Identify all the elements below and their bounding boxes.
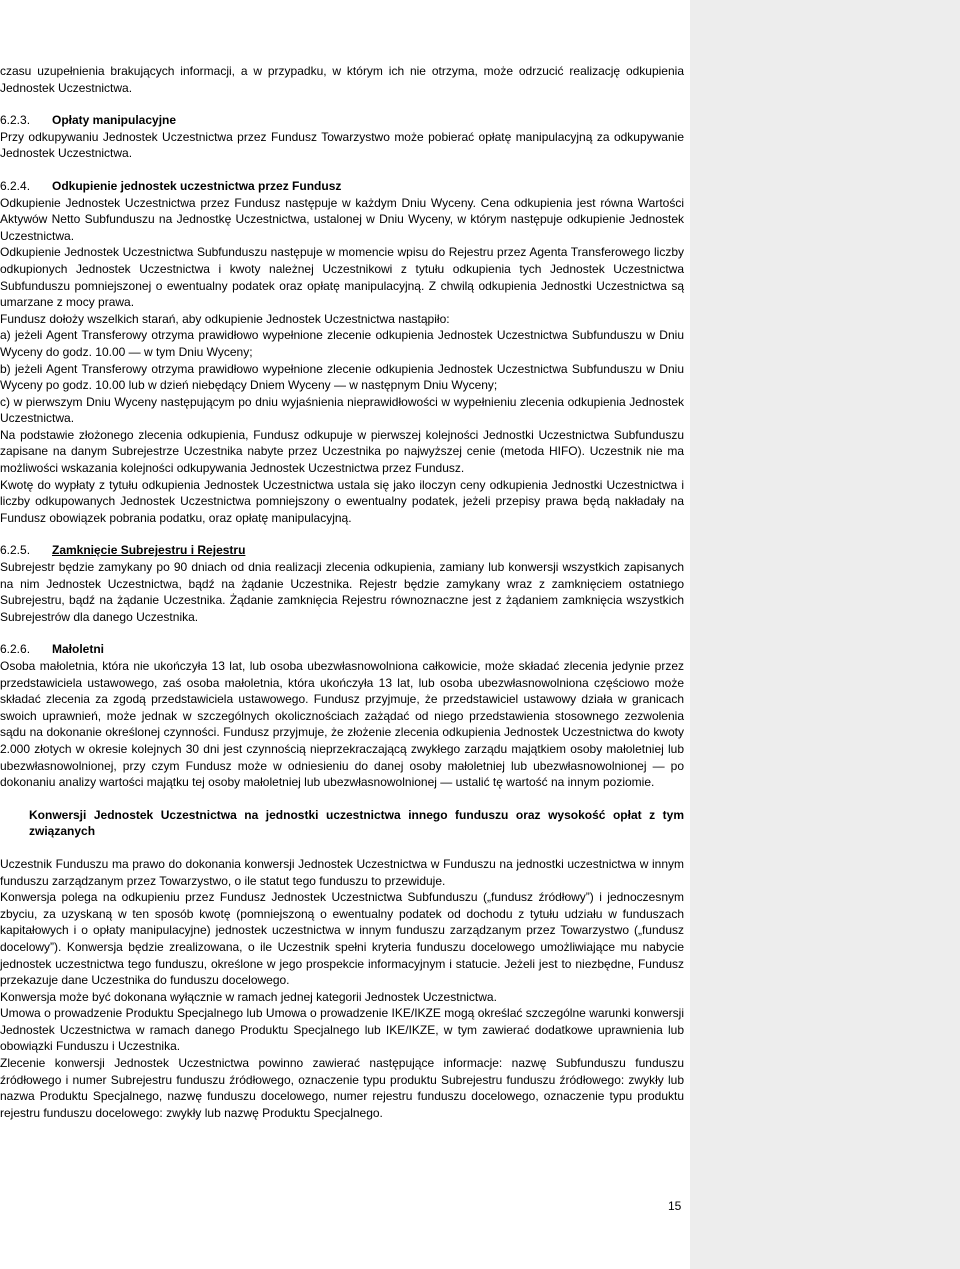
paragraph: Umowa o prowadzenie Produktu Specjalnego lub Umowa o prowadzenie IKE/IKZE mogą określać szczególne warunki konwersji Jednostek Uczestnictwa w ramach danego Produktu Specjalnego lub IKE/IKZE, w tym zawierać dodatkowe uprawnienia lub obowiązki Funduszu i Uczestnika.	[0, 1006, 684, 1054]
section-heading-6-2-4	[0, 178, 684, 195]
paragraph: Zlecenie konwersji Jednostek Uczestnictwa powinno zawierać następujące informacje: nazwę Subfunduszu funduszu źródłowego i numer Subrejestru funduszu źródłowego, oznaczenie typu produktu Subrejestru funduszu źródłowego: zwykły lub nazwa Produktu Specjalnego, nazwę funduszu docelowego, numer rejestru funduszu docelowego, oznaczenie typu produktu rejestru funduszu docelowego: zwykły lub nazwę Produktu Specjalnego.	[0, 1056, 684, 1120]
section-title: Konwersji Jednostek Uczestnictwa na jednostki uczestnictwa innego funduszu oraz wysokość opłat z tym związanych	[29, 807, 684, 839]
paragraph: Subrejestr będzie zamykany po 90 dniach od dnia realizacji zlecenia odkupienia, zamiany lub konwersji wszystkich zapisanych na nim Jednostek Uczestnictwa, bądź na żądanie Uczestnika. Rejestr będzie zamykany wraz z zamknięciem ostatniego Subrejestru, bądź na żądanie Uczestnika. Żądanie zamknięcia Rejestru równoznaczne jest z żądaniem zamknięcia wszystkich Subrejestrów dla danego Uczestnika.	[0, 560, 684, 624]
paragraph: Na podstawie złożonego zlecenia odkupienia, Fundusz odkupuje w pierwszej kolejności Jednostki Uczestnictwa Subfunduszu zapisane na danym Subrejestrze Uczestnika nabyte przez Uczestnika po najwyższej cenie (metoda HIFO). Uczestnik nie ma możliwości wskazania kolejności odkupywania Jednostek Uczestnictwa przez Fundusz.	[0, 427, 684, 476]
comment-margin-pane	[690, 0, 960, 1269]
section-heading-6-2-5	[0, 542, 684, 559]
section-heading-6-2-3	[0, 112, 684, 129]
section-number	[0, 807, 29, 824]
paragraph: Konwersja może być dokonana wyłącznie w ramach jednej kategorii Jednostek Uczestnictwa.	[0, 989, 497, 1004]
list-item-c: c) w pierwszym Dniu Wyceny następującym po dniu wyjaśnienia nieprawidłowości w wypełnieniu zlecenia odkupienia Jednostek Uczestnictwa.	[0, 394, 684, 426]
paragraph: Kwotę do wypłaty z tytułu odkupienia Jednostek Uczestnictwa ustala się jako iloczyn ceny odkupienia Jednostki Uczestnictwa i liczby odkupowanych Jednostek Uczestnictwa pomniejszony o ewentualny podatek, jeżeli przepisy prawa będą nakładały na Fundusz obowiązek pobrania podatku, oraz opłatę manipulacyjną.	[0, 477, 684, 525]
section-heading-6-2-6	[0, 641, 684, 658]
paragraph: Konwersja polega na odkupieniu przez Fundusz Jednostek Uczestnictwa Subfunduszu („fundusz źródłowy”) i jednoczesnym zbyciu, za uzyskaną w ten sposób kwotę (pomniejszoną o ewentualny podatek od dochodu z tytułu udziału w funduszach kapitałowych i o opłaty manipulacyjne) jednostek uczestnictwa w innym funduszu zarządzanym przez Towarzystwo („fundusz docelowy”). Konwersja będzie zrealizowana, o ile Uczestnik spełni kryteria funduszu docelowego umożliwiające mu nabycie jednostek uczestnictwa tego funduszu, określone w jego prospekcie informacyjnym i statucie. Jeżeli jest to niezbędne, Fundusz przekazuje dane Uczestnika do funduszu docelowego.	[0, 890, 684, 988]
section-number: 6.2.6.	[0, 642, 31, 657]
paragraph: Odkupienie Jednostek Uczestnictwa przez Fundusz następuje w każdym Dniu Wyceny. Cena odkupienia jest równa Wartości Aktywów Netto Subfunduszu na Jednostkę Uczestnictwa, ustalonej w Dniu Wyceny, w którym następuje odkupienie Jednostek Uczestnictwa.	[0, 195, 684, 243]
section-title: Małoletni	[52, 642, 105, 657]
paragraph: Osoba małoletnia, która nie ukończyła 13 lat, lub osoba ubezwłasnowolniona całkowicie, może składać zlecenia jedynie przez przedstawiciela ustawowego, zaś osoba małoletnia, która ukończyła 13 lat, lub osoba ubezwłasnowolniona częściowo może składać zlecenia za zgodą przedstawiciela ustawowego. Fundusz przyjmuje, że przedstawiciel ustawowy działa w granicach swoich uprawnień, może jednak w szczególnych okolicznościach zażądać od niego przedstawienia stosownego zezwolenia sądu na dokonanie określonej czynności. Fundusz przyjmuje, że złożenie zlecenia odkupienia Jednostek Uczestnictwa do kwoty 2.000 złotych w okresie kolejnych 30 dni jest czynnością nieprzekraczającą zwykłego zarządu majątkiem osoby małoletniej lub ubezwłasnowolnionej, przy czym Fundusz może w odniesieniu do danej osoby małoletniej lub ubezwłasnowolnionej — po dokonaniu analizy wartości majątku tej osoby małoletniej lub ubezwłasnowolnionej — ustalić tę wartość na innym poziomie.	[0, 659, 684, 790]
paragraph: Fundusz dołoży wszelkich starań, aby odkupienie Jednostek Uczestnictwa nastąpiło:	[0, 311, 450, 326]
section-number: 6.2.3.	[0, 113, 31, 128]
section-number: 6.2.5.	[0, 543, 31, 558]
section-title: Odkupienie jednostek uczestnictwa przez Fundusz	[52, 178, 342, 193]
page-number: 15	[668, 1199, 682, 1213]
list-item-a: a) jeżeli Agent Transferowy otrzyma prawidłowo wypełnione zlecenie odkupienia Jednostek Uczestnictwa Subfunduszu w Dniu Wyceny do godz. 10.00 — w tym Dniu Wyceny;	[0, 328, 684, 359]
list-item-b: b) jeżeli Agent Transferowy otrzyma prawidłowo wypełnione zlecenie odkupienia Jednostek Uczestnictwa Subfunduszu w Dniu Wyceny po godz. 10.00 lub w dzień niebędący Dniem Wyceny — w następnym Dniu Wyceny;	[0, 361, 684, 393]
section-title: Zamknięcie Subrejestru i Rejestru	[52, 543, 246, 558]
paragraph: Odkupienie Jednostek Uczestnictwa Subfunduszu następuje w momencie wpisu do Rejestru przez Agenta Transferowego liczby odkupionych Jednostek Uczestnictwa i kwoty należnej Uczestnikowi z tytułu odkupienia tych Jednostek Uczestnictwa Subfunduszu pomniejszonej o ewentualny podatek oraz opłatę manipulacyjną. Z chwilą odkupienia Jednostki Uczestnictwa są umarzane z mocy prawa.	[0, 245, 684, 310]
paragraph: Uczestnik Funduszu ma prawo do dokonania konwersji Jednostek Uczestnictwa w Funduszu na jednostki uczestnictwa w innym funduszu zarządzanym przez Towarzystwo, o ile statut tego funduszu to przewiduje.	[0, 856, 684, 888]
section-title: Opłaty manipulacyjne	[52, 113, 177, 128]
section-number: 6.2.4.	[0, 178, 31, 193]
section-heading-6-3	[0, 807, 684, 840]
document-body	[0, 63, 684, 1121]
paragraph: Przy odkupywaniu Jednostek Uczestnictwa przez Fundusz Towarzystwo może pobierać opłatę manipulacyjną za odkupywanie Jednostek Uczestnictwa.	[0, 129, 684, 161]
paragraph: czasu uzupełnienia brakujących informacji, a w przypadku, w którym ich nie otrzyma, może odrzucić realizację odkupienia Jednostek Uczestnictwa.	[0, 64, 684, 95]
